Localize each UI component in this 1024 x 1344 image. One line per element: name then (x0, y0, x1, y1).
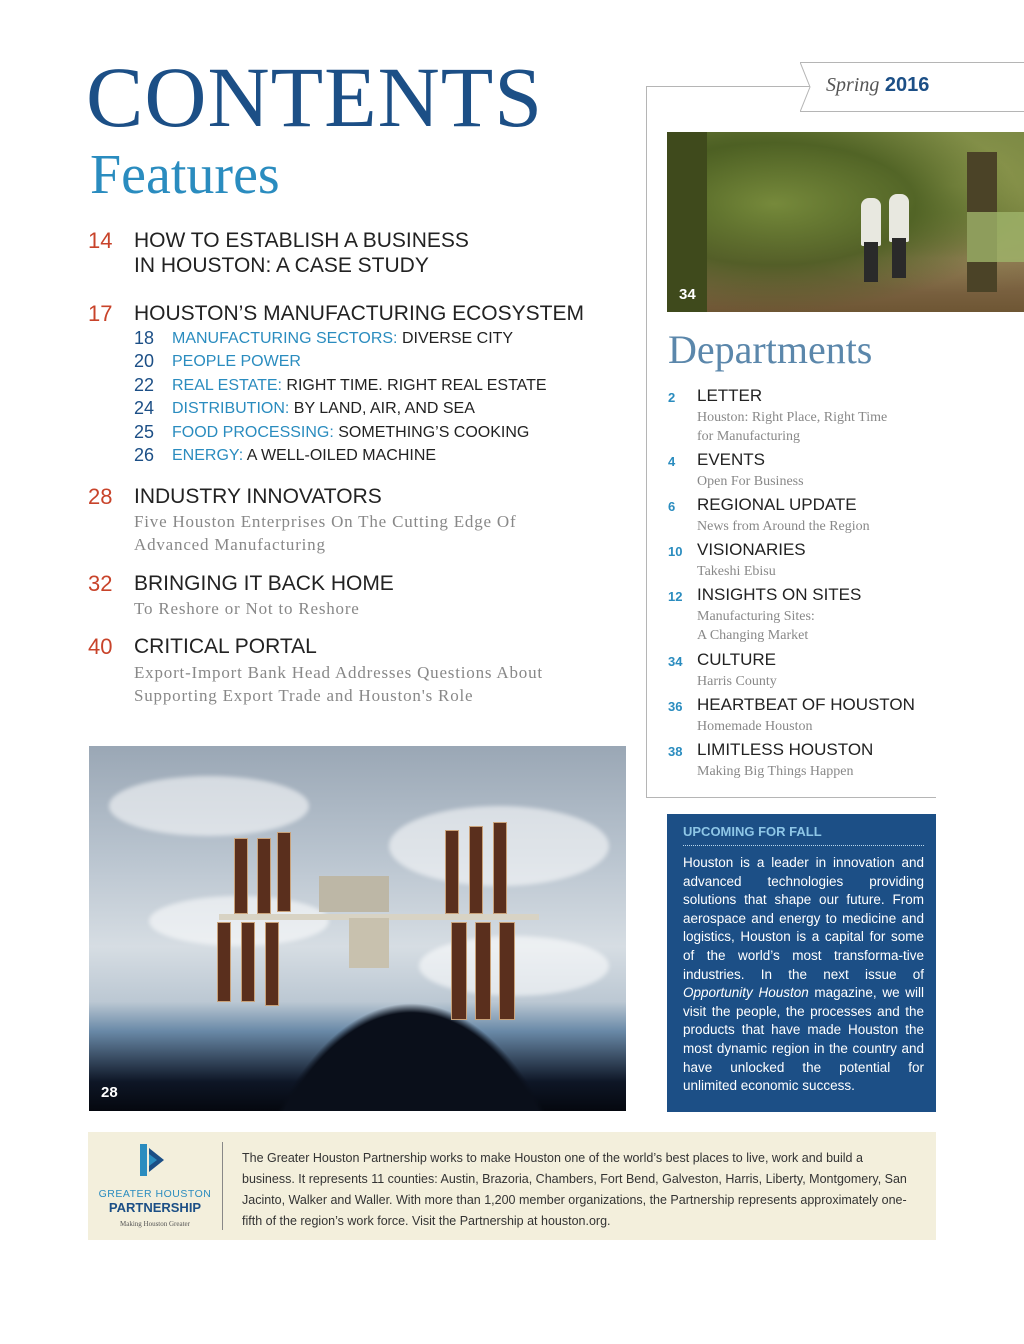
feature-page-number: 17 (88, 301, 113, 326)
station-module (349, 918, 389, 968)
cloud (109, 776, 309, 836)
section-page-number: 26 (134, 445, 155, 465)
walker-legs (892, 238, 906, 278)
feature-title: INDUSTRY INNOVATORS (134, 485, 382, 508)
feature-title: HOUSTON’S MANUFACTURING ECOSYSTEM (134, 302, 584, 325)
section-page-number: 20 (134, 351, 155, 371)
department-title: INSIGHTS ON SITES (697, 585, 862, 604)
issue-year: 2016 (884, 74, 930, 96)
photo-page-number: 34 (679, 286, 696, 303)
department-page-number: 6 (668, 499, 676, 514)
department-subtitle: Takeshi Ebisu (697, 564, 776, 579)
solar-panel (257, 838, 271, 914)
upcoming-box (667, 814, 936, 1112)
department-subtitle: Manufacturing Sites: A Changing Market (697, 609, 815, 643)
partnership-description: The Greater Houston Partnership works to make Houston one of the world’s best places to live, work and build a business. It represents 11 counties: Austin, Brazoria, Chambers, Fort Bend, Galveston, Harris, Liberty, Montgomery, San Jacinto, Walker and Waller. With more than 1,200 member organizations, the Partnership represents approximately one-fifth of the region’s work force. Visit the Partnership at houston.org. (242, 1151, 907, 1228)
partnership-name-line2: PARTNERSHIP (108, 1200, 202, 1215)
department-page-number: 10 (668, 544, 683, 559)
upcoming-body-text-end: magazine, we will visit the people, the processes and the products that have made Houston the most dynamic region in the country and have unlocked the potential for unlimited economic success. (683, 985, 924, 1094)
walker-legs (864, 242, 878, 282)
section-page-number: 22 (134, 375, 155, 395)
station-module (319, 876, 389, 912)
park-walkers-photo[interactable] (667, 132, 1024, 312)
section-title: A WELL-OILED MACHINE (243, 447, 437, 464)
department-title: LETTER (697, 386, 763, 405)
solar-panel (469, 826, 483, 914)
space-station-photo[interactable] (89, 746, 626, 1111)
solar-panel (277, 832, 291, 912)
partnership-logo[interactable] (88, 1132, 222, 1240)
feature-title: HOW TO ESTABLISH A BUSINESS IN HOUSTON: A CASE STUDY (134, 229, 469, 277)
partnership-tagline: Making Houston Greater (120, 1220, 190, 1228)
department-subtitle: Homemade Houston (697, 719, 813, 734)
solar-panel (234, 838, 248, 914)
solar-panel (493, 822, 507, 914)
issue-tab-notch (800, 62, 812, 112)
section-page-number: 25 (134, 422, 155, 442)
department-title: EVENTS (697, 450, 766, 469)
feature-page-number: 14 (88, 228, 113, 253)
sidebar-rule (646, 86, 647, 798)
department-subtitle: Houston: Right Place, Right Time for Manufacturing (697, 410, 888, 444)
section-label: DISTRIBUTION: (172, 400, 290, 417)
department-title: REGIONAL UPDATE (697, 495, 857, 514)
features-title: Features (90, 144, 280, 206)
partnership-logo-mark (140, 1144, 168, 1176)
feature-page-number: 32 (88, 571, 113, 596)
solar-panel (451, 922, 467, 1020)
section-title: DIVERSE CITY (397, 330, 514, 347)
magazine-name: Opportunity Houston (683, 985, 809, 1001)
department-title: HEARTBEAT OF HOUSTON (697, 695, 915, 714)
department-title: CULTURE (697, 650, 777, 669)
feature-subtitle: Export-Import Bank Head Addresses Questions About Supporting Export Trade and Houston's Role (134, 663, 543, 705)
section-label: FOOD PROCESSING: (172, 424, 334, 441)
partnership-name-line1: GREATER HOUSTON (98, 1188, 212, 1200)
feature-title: CRITICAL PORTAL (134, 635, 317, 658)
section-page-number: 18 (134, 328, 155, 348)
department-page-number: 4 (668, 454, 676, 469)
feature-subtitle: To Reshore or Not to Reshore (134, 599, 360, 618)
solar-panel (499, 922, 515, 1020)
department-title: LIMITLESS HOUSTON (697, 740, 874, 759)
upcoming-heading: UPCOMING FOR FALL (683, 824, 924, 846)
section-label: MANUFACTURING SECTORS: (172, 330, 398, 347)
upcoming-body (683, 854, 924, 1096)
feature-subtitle: Five Houston Enterprises On The Cutting Edge Of Advanced Manufacturing (134, 512, 517, 554)
department-subtitle: Open For Business (697, 474, 804, 489)
upcoming-body-text: Houston is a leader in innovation and advanced technologies providing solutions that shape our future. From aerospace and energy to medicine and logistics, Houston is a capital for some of the world’s most transforma-tive industries. In the next issue of (683, 855, 924, 982)
solar-panel (217, 922, 231, 1002)
section-title: BY LAND, AIR, AND SEA (289, 400, 475, 417)
footer-divider (222, 1142, 223, 1230)
contents-title: CONTENTS (86, 49, 544, 145)
department-subtitle: Making Big Things Happen (697, 764, 854, 779)
section-label: REAL ESTATE: (172, 377, 282, 394)
tree-trunk-left (667, 132, 707, 312)
walker-figure (861, 198, 881, 246)
department-page-number: 2 (668, 390, 676, 405)
section-title: RIGHT TIME. RIGHT REAL ESTATE (281, 377, 547, 394)
section-page-number: 24 (134, 398, 155, 418)
department-page-number: 34 (668, 654, 683, 669)
issue-season: Spring (826, 74, 880, 96)
department-page-number: 12 (668, 589, 683, 604)
departments-title: Departments (668, 327, 873, 372)
sidebar-bottom-rule (646, 797, 936, 798)
solar-panel (445, 830, 459, 914)
photo-page-number: 28 (101, 1084, 118, 1101)
feature-page-number: 40 (88, 634, 113, 659)
department-page-number: 36 (668, 699, 683, 714)
issue-label (826, 74, 929, 97)
lawn (967, 212, 1024, 262)
department-title: VISIONARIES (697, 540, 806, 559)
solar-panel (475, 922, 491, 1020)
department-subtitle: Harris County (697, 674, 777, 689)
walker-figure (889, 194, 909, 242)
section-title: SOMETHING’S COOKING (333, 424, 530, 441)
feature-title: BRINGING IT BACK HOME (134, 572, 394, 595)
section-label: ENERGY: (172, 447, 244, 464)
feature-page-number: 28 (88, 484, 113, 509)
partnership-footer (88, 1132, 936, 1240)
solar-panel (265, 922, 279, 1006)
department-subtitle: News from Around the Region (697, 519, 870, 534)
section-label: PEOPLE POWER (172, 353, 301, 370)
solar-panel (241, 922, 255, 1002)
department-page-number: 38 (668, 744, 683, 759)
